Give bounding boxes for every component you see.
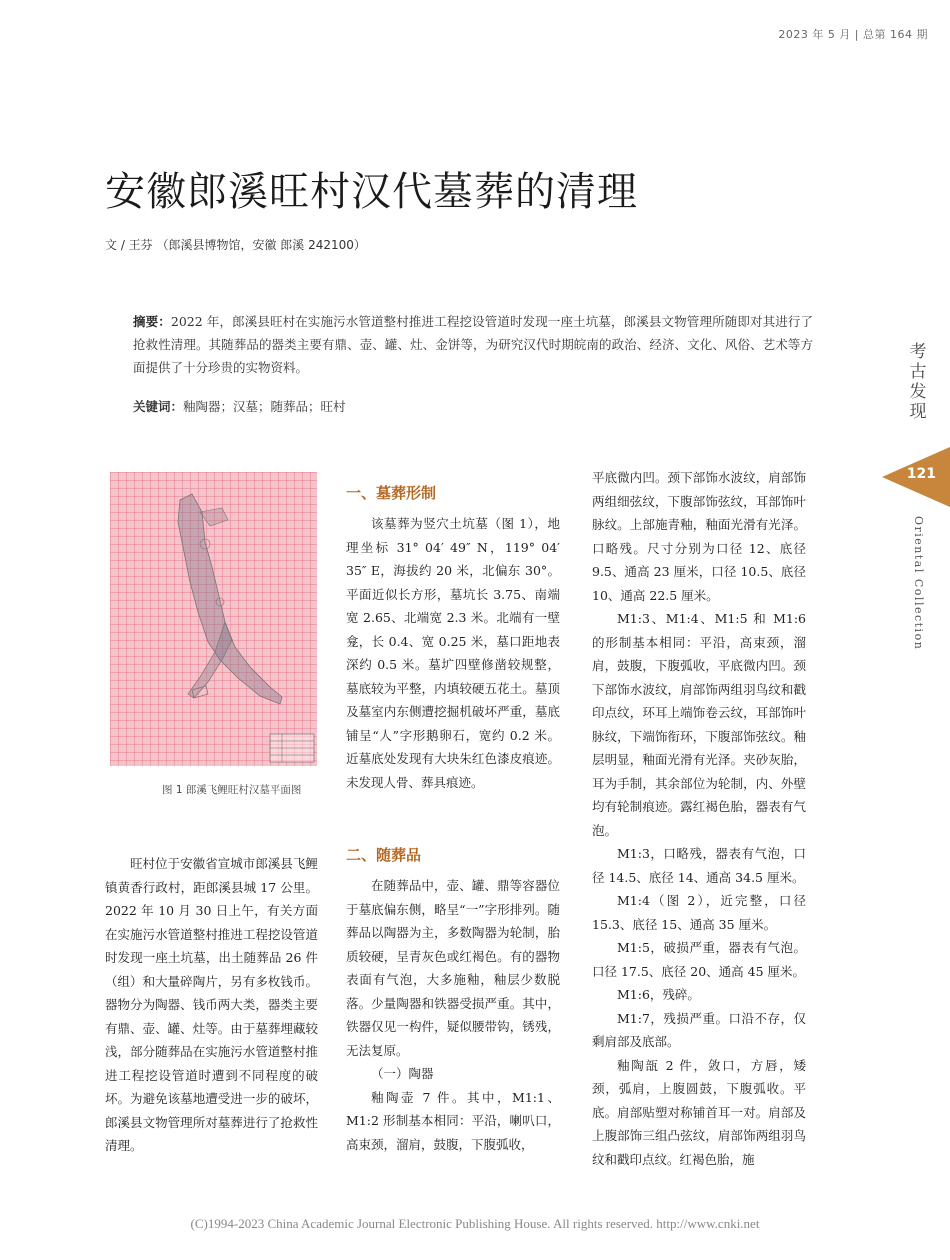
article-title: 安徽郎溪旺村汉代墓葬的清理	[105, 169, 638, 215]
column-1	[105, 852, 318, 1158]
paragraph: M1:6，残碎。	[617, 987, 700, 1002]
copyright-footer: (C)1994-2023 China Academic Journal Electronic Publishing House. All rights reserved. http://www.cnki.net	[190, 1216, 760, 1231]
paragraph: M1:5，破损严重，器表有气泡。口径 17.5、底径 20、通高 45 厘米。	[592, 940, 806, 979]
journal-name-en: Oriental Collection	[912, 516, 925, 651]
paragraph: 该墓葬为竖穴土坑墓（图 1），地理坐标 31° 04′ 49″ N，119° 04′ 35″ E，海拔约 20 米，北偏东 30°。平面近似长方形，墓坑长 3.75、南端宽 2.65、北端宽 2.3 米。北端有一壁龛，长 0.4、宽 0.25 米，墓口距地表深约 0.5 米。墓圹四壁修凿较规整，墓底较为平整，内填较硬五花土。墓顶及墓室内东侧遭挖掘机破坏严重，墓底铺呈“人”字形鹅卵石，宽约 0.2 米。近墓底处发现有大块朱红色漆皮痕迹。未发现人骨、葬具痕迹。	[346, 516, 560, 790]
paragraph: 在随葬品中，壶、罐、鼎等容器位于墓底偏东侧，略呈“一”字形排列。随葬品以陶器为主，多数陶器为轮制，胎质较硬，呈青灰色或红褐色。有的器物表面有气泡，大多施釉，釉层少数脱落。少量陶器和铁器受损严重。其中，铁器仅见一构件，疑似腰带钩，锈残，无法复原。	[346, 878, 560, 1058]
issue-header: 2023 年 5 月 | 总第 164 期	[778, 28, 928, 41]
section-heading-2: 二、随葬品	[346, 846, 422, 864]
tomb-plan-drawing	[110, 472, 317, 766]
keywords	[133, 397, 346, 415]
column-2-top	[346, 512, 560, 794]
paragraph: M1:3，口略残，器表有气泡，口径 14.5、底径 14、通高 34.5 厘米。	[592, 846, 806, 885]
author-line: 文 / 王芬 （郎溪县博物馆，安徽 郎溪 242100）	[105, 238, 366, 252]
abstract-text: 2022 年，郎溪县旺村在实施污水管道整村推进工程挖设管道时发现一座土坑墓，郎溪县文物管理所随即对其进行了抢救性清理。其随葬品的器类主要有鼎、壶、罐、灶、金饼等，为研究汉代时期皖南的政治、经济、文化、风俗、艺术等方面提供了十分珍贵的实物资料。	[133, 314, 813, 375]
figure-caption: 图 1 郎溪飞鲤旺村汉墓平面图	[162, 784, 302, 796]
paragraph: 平底微内凹。颈下部饰水波纹，肩部饰两组细弦纹，下腹部饰弦纹，耳部饰叶脉纹。上部施青釉，釉面光滑有光泽。口略残。尺寸分别为口径 12、底径 9.5、通高 23 厘米，口径 10.5、底径 10、通高 22.5 厘米。	[592, 470, 806, 603]
paragraph: M1:7，残损严重。口沿不存，仅剩肩部及底部。	[592, 1010, 806, 1049]
paragraph: 釉陶瓿 2 件，敛口，方唇，矮颈，弧肩，上腹圆鼓，下腹弧收。平底。肩部贴塑对称铺首耳一对。肩部及上腹部饰三组凸弦纹，肩部饰两组羽鸟纹和戳印点纹。红褐色胎，施	[592, 1057, 806, 1167]
tomb-plan-figure	[110, 472, 317, 766]
keywords-label: 关键词：	[133, 399, 184, 414]
abstract-label: 摘要：	[133, 314, 171, 329]
section-label: 考古发现	[909, 342, 927, 422]
column-3	[592, 466, 806, 1171]
paragraph: 釉陶壶 7 件。其中，M1:1、M1:2 形制基本相同：平沿，喇叭口，高束颈，溜肩，鼓腹，下腹弧收，	[346, 1089, 560, 1152]
subsection-heading: （一）陶器	[371, 1066, 434, 1081]
abstract	[133, 310, 813, 379]
intro-paragraph: 旺村位于安徽省宣城市郎溪县飞鲤镇黄香行政村，距郎溪县城 17 公里。2022 年 10 月 30 日上午，有关方面在实施污水管道整村推进工程挖设管道时发现一座土坑墓，出土随葬品 26 件（组）和大量碎陶片，另有多枚钱币。器物分为陶器、钱币两大类，器类主要有鼎、壶、罐、灶等。由于墓葬埋藏较浅，部分随葬品在实施污水管道整村推进工程挖设管道时遭到不同程度的破坏。为避免该墓地遭受进一步的破坏，郎溪县文物管理所对墓葬进行了抢救性清理。	[105, 856, 318, 1153]
section-heading-1: 一、墓葬形制	[346, 484, 437, 502]
paragraph: M1:4（图 2），近完整，口径 15.3、底径 15、通高 35 厘米。	[592, 893, 806, 932]
page-number: 121	[906, 466, 936, 482]
paragraph: M1:3、M1:4、M1:5 和 M1:6 的形制基本相同：平沿，高束颈，溜肩，鼓腹，下腹弧收，平底微内凹。颈下部饰水波纹，肩部饰两组羽鸟纹和戳印点纹，环耳上端饰卷云纹，耳部饰叶脉纹，下端饰衔环，下腹部饰弦纹。釉层明显，釉面光滑有光泽。夹砂灰胎，耳为手制，其余部位为轮制，内、外壁均有轮制痕迹。露红褐色胎，器表有气泡。	[592, 611, 806, 838]
column-2-bottom	[346, 874, 560, 1156]
keywords-text: 釉陶器；汉墓；随葬品；旺村	[183, 399, 346, 414]
